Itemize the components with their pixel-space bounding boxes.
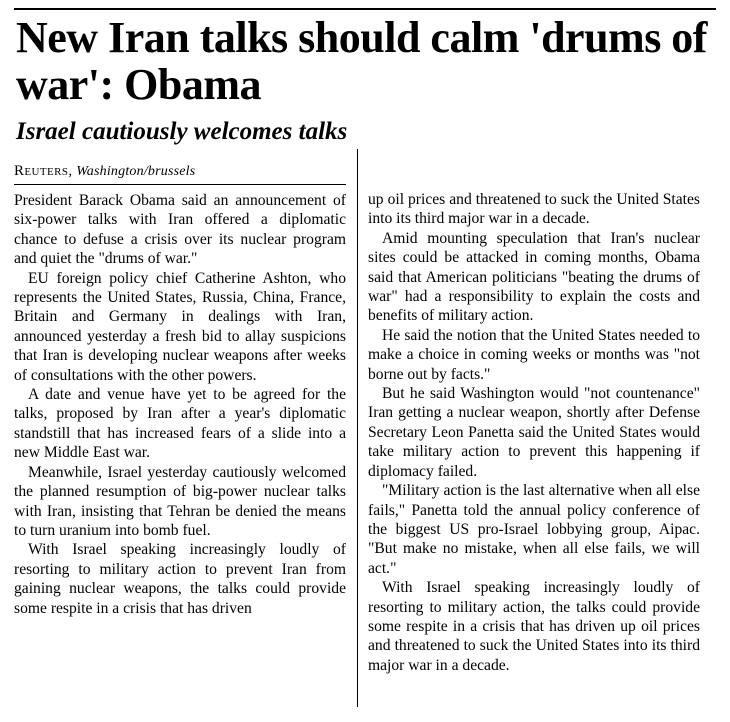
article-columns xyxy=(14,191,716,675)
byline-source: Reuters, xyxy=(14,163,73,179)
paragraph: A date and venue have yet to be agreed for the talks, proposed by Iran after a year's diplomatic standstill that has increased fears of a slide into a new Middle East war. xyxy=(14,386,346,462)
paragraph: With Israel speaking increasingly loudly of resorting to military action to prevent Iran from gaining nuclear weapons, the talks could provide some respite in a crisis that has driven xyxy=(14,541,346,617)
article-column-right xyxy=(368,190,700,675)
paragraph: Amid mounting speculation that Iran's nuclear sites could be attacked in coming months, Obama said that American politicians "beating the drums of war" had a responsibility to explain the costs and benefits of military action. xyxy=(368,229,700,325)
top-divider xyxy=(14,8,716,10)
paragraph: With Israel speaking increasingly loudly of resorting to military action, the talks could provide some respite in a crisis that has driven up oil prices and threatened to suck the United States into its third major war in a decade. xyxy=(368,579,700,674)
page-title: New Iran talks should calm 'drums of war': Obama xyxy=(16,13,707,109)
byline-place: Washington/brussels xyxy=(76,164,196,179)
subheadline: Israel cautiously welcomes talks xyxy=(16,118,348,145)
byline-divider xyxy=(14,184,346,185)
byline-block xyxy=(14,163,346,185)
paragraph: up oil prices and threatened to suck the United States into its third major war in a decade. xyxy=(368,191,700,228)
article-column-left xyxy=(14,191,346,675)
paragraph: "Military action is the last alternative when all else fails," Panetta told the annual policy conference of the biggest US pro-Israel lobbying group, Aipac. "But make no mistake, when all else fails, we will act." xyxy=(368,482,700,577)
paragraph: EU foreign policy chief Catherine Ashton, who represents the United States, Russia, China, France, Britain and Germany in dealings with Iran, announced yesterday a fresh bid to allay suspicions that Iran is developing nuclear weapons after weeks of consultations with the other powers. xyxy=(14,269,346,384)
paragraph: But he said Washington would "not countenance" Iran getting a nuclear weapon, shortly after Defense Secretary Leon Panetta said the United States would take military action to prevent this happening if diplomacy failed. xyxy=(368,385,700,480)
byline xyxy=(14,163,346,184)
paragraph: President Barack Obama said an announcement of six-power talks with Iran offered a diplomatic chance to defuse a crisis over its nuclear program and quiet the "drums of war." xyxy=(14,192,346,268)
paragraph: Meanwhile, Israel yesterday cautiously welcomed the planned resumption of big-power nuclear talks with Iran, insisting that Tehran be denied the means to turn uranium into bomb fuel. xyxy=(14,463,346,539)
column-divider xyxy=(357,149,358,707)
paragraph: He said the notion that the United States needed to make a choice in coming weeks or months was "not borne out by facts." xyxy=(368,326,700,383)
